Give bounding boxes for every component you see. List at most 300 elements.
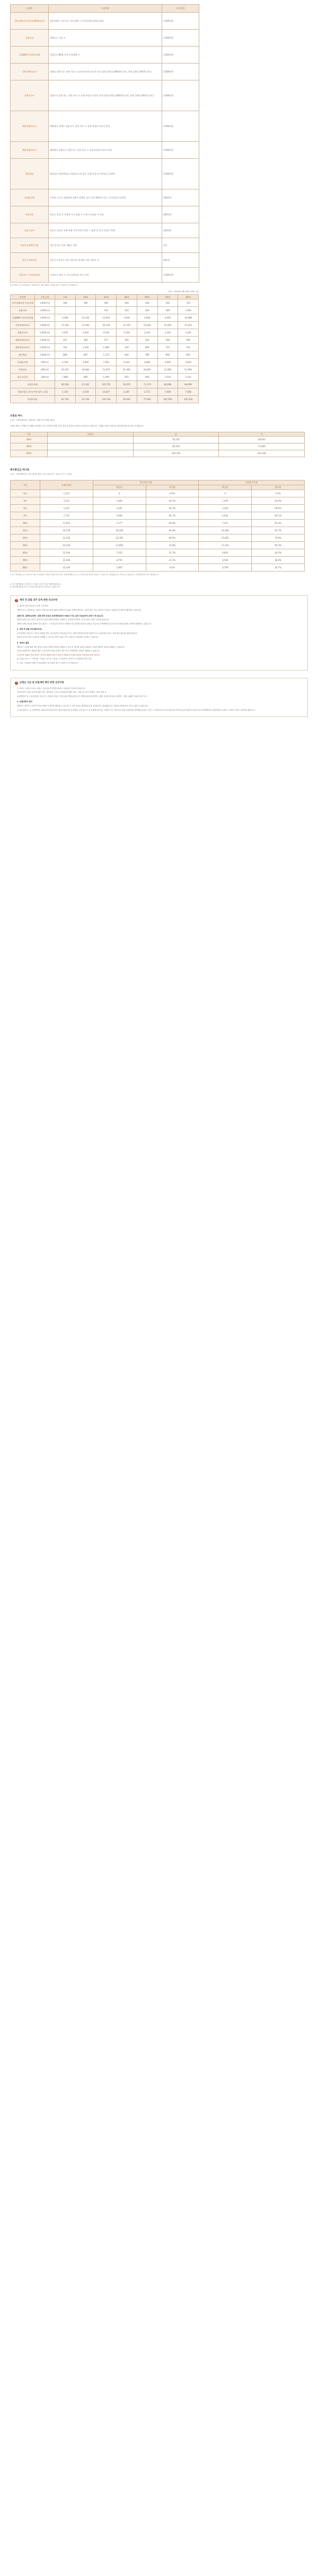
refund-value: 44.5% bbox=[252, 549, 305, 556]
example-value bbox=[48, 450, 134, 457]
notice-item: 1. 회사는 다음의 사유로 보험금 지급사유가 발생한 때에는 보험금을 지급하지 않습니다. bbox=[17, 687, 86, 690]
benefit-amount: 1,000만원 bbox=[162, 47, 199, 64]
premium-value: 450 bbox=[117, 344, 137, 351]
premium-header-row bbox=[11, 295, 199, 300]
refund-value: 13,323 bbox=[199, 541, 252, 549]
premium-value: 15,460 bbox=[75, 322, 96, 329]
premium-value: 630 bbox=[117, 300, 137, 307]
premium-value: 4,680 bbox=[137, 359, 157, 366]
refund-value: 8,540 bbox=[199, 556, 252, 564]
example-row bbox=[11, 450, 305, 457]
premium-value: 540 bbox=[137, 300, 157, 307]
refund-row bbox=[11, 512, 305, 519]
refund-subheader: 환급금 bbox=[93, 485, 146, 489]
example-value: 140,100 bbox=[133, 450, 219, 457]
premium-value: 5,300 bbox=[117, 329, 137, 337]
premium-label: 일반상해의료비 bbox=[11, 322, 35, 329]
premium-amount: 5,000만원 bbox=[35, 329, 55, 337]
premium-value: 1,940 bbox=[117, 314, 137, 322]
example-header-row bbox=[11, 432, 305, 436]
refund-value: 22,104 bbox=[40, 564, 93, 571]
benefit-category: 해외질병의료비 bbox=[11, 142, 49, 159]
premium-row bbox=[11, 351, 199, 359]
refund-value: 22,104 bbox=[40, 534, 93, 541]
benefit-amount: 140만원 bbox=[162, 223, 199, 238]
benefit-category: 배상책임 bbox=[11, 159, 49, 189]
refund-subheader: 환급률 bbox=[146, 485, 199, 489]
premium-value: 4,920 bbox=[157, 359, 178, 366]
premium-value: 1,226 bbox=[75, 344, 96, 351]
premium-value: 4,190 bbox=[55, 359, 76, 366]
example-value bbox=[48, 443, 134, 450]
premium-total-value: 105,750 bbox=[96, 381, 117, 388]
example-value bbox=[48, 437, 134, 443]
refund-value: 0.0% bbox=[146, 489, 199, 497]
notice-item: 계약자는 계약이 소멸하기 전에 언제든지 계약을 해지할 수 있으며, 이 경우 회사는 해지환급금을 지급합니다. 해지환급금은 납입한 보험료보다 적거나 없을 수 있습니다. bbox=[17, 705, 148, 708]
premium-row bbox=[11, 374, 199, 381]
premium-header: 10세 bbox=[75, 295, 96, 300]
premium-value: 13,050 bbox=[96, 314, 117, 322]
premium-value: 180 bbox=[55, 300, 76, 307]
notice-item: 보험계약자 또는 피보험자의 고의 또는 중대한 과실로 인한 손해, 핵연료물질 또는 핵연료물질에 의하여 오염된 물질의 방사성, 폭발성 그 밖의 유해한 특성에 의한 사고 bbox=[17, 695, 147, 697]
notice-title-text: 계약 전 알릴 의무 등에 관한 유의사항 bbox=[20, 599, 58, 602]
premium-label: 특별비용 bbox=[11, 366, 35, 374]
refund-period: 15년 bbox=[11, 527, 40, 534]
refund-period: 20년 bbox=[11, 534, 40, 541]
premium-total-value: 71,379 bbox=[137, 381, 157, 388]
premium-amount: 100만원 bbox=[35, 359, 55, 366]
example-value: 75,000 bbox=[219, 443, 305, 450]
refund-value: 3,259 bbox=[199, 504, 252, 512]
refund-row bbox=[11, 527, 305, 534]
premium-row bbox=[11, 300, 199, 307]
premium-value: 889 bbox=[55, 351, 76, 359]
premium-value: 10,350 bbox=[75, 314, 96, 322]
premium-total-row bbox=[11, 388, 199, 396]
benefit-amount: 5,000만원 bbox=[162, 80, 199, 111]
benefits-row bbox=[11, 223, 199, 238]
example-header: 여 bbox=[219, 432, 305, 436]
premium-amount: 500만원 bbox=[35, 366, 55, 374]
refund-period: 5년 bbox=[11, 504, 40, 512]
benefit-amount: 100만원 bbox=[162, 189, 199, 206]
premium-value: 299 bbox=[157, 337, 178, 344]
premium-row bbox=[11, 307, 199, 314]
premium-label: 해외상해의료비 bbox=[11, 337, 35, 344]
refund-row bbox=[11, 556, 305, 564]
premium-value: 11,550 bbox=[55, 322, 76, 329]
refund-value: 52.8% bbox=[146, 541, 199, 549]
premium-value: 705 bbox=[157, 344, 178, 351]
premium-total-label: 합계보험료 bbox=[11, 396, 55, 403]
refund-period: 60년 bbox=[11, 564, 40, 571]
premium-value: 844 bbox=[117, 351, 137, 359]
refund-group-header-row bbox=[11, 480, 305, 485]
benefits-row bbox=[11, 13, 199, 30]
premium-value: 804 bbox=[157, 351, 178, 359]
refund-period: 1년 bbox=[11, 489, 40, 497]
notice-box-disclosure bbox=[10, 595, 308, 670]
example-label: 40세 bbox=[11, 443, 48, 450]
premium-value: 1,010 bbox=[157, 374, 178, 381]
premium-total-value: 84,669 bbox=[157, 381, 178, 388]
refund-row bbox=[11, 549, 305, 556]
refund-subheader: 환급금 bbox=[199, 485, 252, 489]
premium-header: 30세 bbox=[117, 295, 137, 300]
premium-header: 40세 bbox=[137, 295, 157, 300]
premium-header: 보장명 bbox=[11, 295, 35, 300]
refund-value: 7,177 bbox=[93, 519, 146, 527]
benefit-category: 중대사고 구조송환비용 bbox=[11, 268, 49, 283]
notice-item: 질병사망, 질병후유장해 : 질병 관련 보장은 보험계약일부터 90일이 지난 날의 다음날부터 보장이 개시됩니다. bbox=[17, 614, 104, 617]
refund-value: 1,469 bbox=[93, 497, 146, 504]
section-title: 보험료 예시 bbox=[10, 415, 23, 418]
premium-value: 51,960 bbox=[157, 366, 178, 374]
premium-value: 15,020 bbox=[178, 322, 199, 329]
example-label: 50세 bbox=[11, 450, 48, 457]
benefit-amount: 500만원 bbox=[162, 206, 199, 223]
notice-box-claims bbox=[10, 678, 308, 718]
refund-value: 7,012 bbox=[93, 549, 146, 556]
refund-value: 8.5% bbox=[146, 564, 199, 571]
premium-row bbox=[11, 344, 199, 351]
notice-title bbox=[15, 599, 303, 602]
refund-value: 22,104 bbox=[40, 556, 93, 564]
premium-value: 55,510 bbox=[96, 366, 117, 374]
premium-value: 200 bbox=[137, 337, 157, 344]
premium-value: 15,020 bbox=[157, 322, 178, 329]
premium-value: 50,100 bbox=[55, 366, 76, 374]
refund-value: 6,796 bbox=[199, 564, 252, 571]
refund-value: 10,390 bbox=[199, 527, 252, 534]
benefit-amount: 20만원 bbox=[162, 253, 199, 268]
premium-total-value: 80,548 bbox=[55, 381, 76, 388]
example-value: 50,150 bbox=[133, 437, 219, 443]
premium-value: 14,020 bbox=[137, 322, 157, 329]
refund-value: 1,474 bbox=[199, 497, 252, 504]
notice-item: 5. 기타 : 보험계약 체결 전 상품설명서 및 약관을 반드시 읽어보시기 바랍니다. bbox=[17, 662, 78, 665]
refund-row bbox=[11, 541, 305, 549]
refund-header: 구분 bbox=[11, 480, 40, 489]
benefit-category: 여권분실재발급비용 bbox=[11, 238, 49, 253]
premium-value: 2,670 bbox=[55, 329, 76, 337]
benefit-amount: 1,000만원 bbox=[162, 268, 199, 283]
premium-total-label: 적립보험료 (자동이체 할인 포함) bbox=[11, 388, 55, 396]
refund-value: 44.4% bbox=[252, 497, 305, 504]
example-row bbox=[11, 443, 305, 450]
premium-header: 가입금액 bbox=[35, 295, 55, 300]
benefit-description: 항공기가 4시간 이상 지연되어 발생한 식비·숙박비 등 bbox=[49, 253, 162, 268]
benefits-header-row bbox=[11, 5, 199, 13]
premium-amount: 3,000만원 bbox=[35, 351, 55, 359]
refund-value: 58.7% bbox=[146, 504, 199, 512]
benefit-category: 질병사망 bbox=[11, 30, 49, 47]
refund-header: 납입보험료 bbox=[40, 480, 93, 489]
benefit-category: 휴대품손해 bbox=[11, 189, 49, 206]
benefit-description: 항공기 납치로 인해 예정 목적지에 도착할 수 없게 된 경우 1일당 7만원 bbox=[49, 223, 162, 238]
benefit-description: 질병으로 80% 이상 후유장해 시 bbox=[49, 47, 162, 64]
premium-value: 4,950 bbox=[157, 314, 178, 322]
benefit-description: 항공기 납치 등 특별한 사고 발생 시 수색·구조비용 등 보상 bbox=[49, 206, 162, 223]
premium-row bbox=[11, 322, 199, 329]
premium-value: 1,213 bbox=[96, 351, 117, 359]
benefit-amount: 1,000만원 bbox=[162, 13, 199, 30]
refund-value: 9,833 bbox=[199, 549, 252, 556]
premium-row bbox=[11, 366, 199, 374]
benefit-description: 일반상해로 사망 또는 후유장해 시 (가입금액×장해지급률) bbox=[49, 13, 162, 30]
benefits-row bbox=[11, 64, 199, 80]
premium-value: 1,468 bbox=[96, 344, 117, 351]
alert-icon: ! bbox=[15, 599, 18, 602]
refund-row bbox=[11, 519, 305, 527]
section-paragraph: 보험료 예시는 여행기간 1개월, 피보험자 1인 기준이며 성별, 연령, 직업 등에 따라 보험료는 달라질 수 있습니다. 자세한 사항은 약관 및 상품설명서를 참고하시기 바랍니다. bbox=[10, 425, 144, 428]
benefit-amount: 5,000만원 bbox=[162, 64, 199, 80]
premium-value: 1,260 bbox=[178, 307, 199, 314]
premium-value: 40,800 bbox=[137, 366, 157, 374]
premium-amount: 5,000만원 bbox=[35, 337, 55, 344]
premium-value: 950 bbox=[117, 374, 137, 381]
premium-value: 2,450 bbox=[137, 329, 157, 337]
premium-value: 1,010 bbox=[178, 374, 199, 381]
benefits-row bbox=[11, 159, 199, 189]
refund-value: 11,052 bbox=[40, 519, 93, 527]
refund-subheader: 환급률 bbox=[252, 485, 305, 489]
premium-value: 7,050 bbox=[96, 359, 117, 366]
section-refund bbox=[10, 469, 313, 476]
example-value: 60,100 bbox=[133, 443, 219, 450]
premium-total-row bbox=[11, 396, 199, 403]
refund-value: 60.3% bbox=[252, 541, 305, 549]
benefit-category: 특별비용 bbox=[11, 206, 49, 223]
premium-label: 일반상해사망·후유장해 bbox=[11, 300, 35, 307]
premium-value: 31,460 bbox=[117, 366, 137, 374]
premium-value: 3,390 bbox=[55, 314, 76, 322]
benefits-row bbox=[11, 142, 199, 159]
refund-value: 61.9% bbox=[146, 527, 199, 534]
refund-row bbox=[11, 489, 305, 497]
refund-value: 5,006 bbox=[93, 512, 146, 519]
premium-value: 687 bbox=[75, 351, 96, 359]
benefit-description: 여권 분실로 인한 재발급 비용 bbox=[49, 238, 162, 253]
refund-header: 현재공시이율 bbox=[199, 480, 305, 485]
refund-period: 50년 bbox=[11, 556, 40, 564]
notice-item: 2. 계약 후 알릴 의무(통지의무) bbox=[17, 628, 42, 631]
notice-item: 계약전 알릴 의무를 위반한 경우 회사는 그 사실을 안 날부터 1개월 이내, 보장개시일부터 보험금 지급사유가 발생하지 않고 2년이 지났을 때에는 계약을 해지할 수 없습니다. bbox=[17, 622, 152, 625]
alert-icon: ! bbox=[15, 682, 18, 685]
refund-value: 64.9% bbox=[146, 519, 199, 527]
premium-value: 366 bbox=[75, 337, 96, 344]
notice-item: 2. 보험계약의 해지 bbox=[17, 701, 32, 703]
benefit-description: 법률상의 배상책임을 부담함으로써 입은 손해 보상 (자기부담금 1만원) bbox=[49, 159, 162, 189]
refund-value: 22,104 bbox=[40, 549, 93, 556]
premium-value: - bbox=[55, 307, 76, 314]
notice-item: 4. 보험금 청구 시 구비서류 : 보험금 청구서, 신분증, 사고증명서, 진단서 등 약관에서 정한 서류 bbox=[17, 658, 92, 660]
premium-total-value: 75,000 bbox=[137, 396, 157, 403]
notice-item: 3. 청약의 철회 bbox=[17, 642, 29, 645]
refund-value: 1,153 bbox=[40, 489, 93, 497]
refund-value: 62.7% bbox=[252, 527, 305, 534]
premium-value: 600 bbox=[137, 344, 157, 351]
benefits-header: 보장명 bbox=[11, 5, 49, 13]
premium-value: 51,960 bbox=[178, 366, 199, 374]
benefit-description: 상해로 입원 또는 통원 치료 시 실제 부담한 의료비 보상 (입원 최대 5,000만원 한도, 통원 1회당 30만원 한도) bbox=[49, 64, 162, 80]
premium-value: 3,320 bbox=[157, 329, 178, 337]
refund-value: 0 bbox=[93, 489, 146, 497]
premium-total-row bbox=[11, 381, 199, 388]
notice-item: 계약전 알릴 의무 사항은 청약서상 질문사항에 한하며, 설계사 등 모집종사자에게 구두로 알린 사항은 효력이 없습니다. bbox=[17, 619, 110, 621]
refund-period: 30년 bbox=[11, 541, 40, 549]
benefits-header: 보상금액 bbox=[162, 5, 199, 13]
benefit-description: 해외에서 질병으로 입원 또는 통원 치료 시 실제 부담한 의료비 보상 bbox=[49, 142, 162, 159]
premium-header: 50세 bbox=[157, 295, 178, 300]
refund-value: 7,735 bbox=[40, 512, 93, 519]
refund-table bbox=[10, 480, 305, 572]
premium-value: 150 bbox=[96, 307, 117, 314]
notice-title bbox=[15, 682, 303, 685]
refund-value: 5,034 bbox=[199, 512, 252, 519]
refund-value: 7,227 bbox=[199, 519, 252, 527]
refund-value: 0 bbox=[199, 489, 252, 497]
benefits-row bbox=[11, 189, 199, 206]
benefit-amount: 5,000만원 bbox=[162, 111, 199, 142]
benefits-row bbox=[11, 80, 199, 111]
example-header: 보험료 bbox=[48, 432, 134, 436]
premium-value: 150 bbox=[117, 307, 137, 314]
premium-total-value: 7,608 bbox=[157, 388, 178, 396]
section-premium-example bbox=[10, 415, 313, 422]
premium-value: 705 bbox=[178, 344, 199, 351]
premium-total-value: 7,608 bbox=[178, 388, 199, 396]
benefit-amount: 3,000만원 bbox=[162, 159, 199, 189]
refund-value: 0.0% bbox=[252, 489, 305, 497]
premium-label: 휴대품손해 bbox=[11, 359, 35, 366]
premium-value: 180 bbox=[117, 337, 137, 344]
premium-value: 2,980 bbox=[137, 314, 157, 322]
benefits-note: ※ 보상한도 및 자기부담금, 면책사항 등 세부 내용은 약관을 반드시 확인하시기 바랍니다. bbox=[10, 284, 78, 286]
benefit-description: 우연한 사고로 휴대품에 손해가 발생한 경우 (1개 20만원 한도, 자기부담금 1만원) bbox=[49, 189, 162, 206]
premium-total-value: 2,154 bbox=[55, 388, 76, 396]
refund-value: 14,785 bbox=[93, 534, 146, 541]
refund-value: 3,245 bbox=[93, 504, 146, 512]
refund-period: 40년 bbox=[11, 549, 40, 556]
premium-total-value: 54,070 bbox=[117, 381, 137, 388]
refund-value: 58.9% bbox=[252, 504, 305, 512]
premium-value: 477 bbox=[96, 337, 117, 344]
example-label: 30세 bbox=[11, 437, 48, 443]
benefits-row bbox=[11, 268, 199, 283]
section-subtitle: (기준 : 일반상해사망, 질병사망, 여행기간 1개월, 월납) bbox=[10, 419, 55, 422]
premium-amount: 5,000만원 bbox=[35, 344, 55, 351]
refund-value: 16,578 bbox=[40, 527, 93, 534]
premium-total-value: 4,559 bbox=[75, 388, 96, 396]
premium-row bbox=[11, 359, 199, 366]
premium-value: 804 bbox=[178, 351, 199, 359]
premium-total-value: 10,067 bbox=[96, 388, 117, 396]
premium-value: 10,680 bbox=[178, 314, 199, 322]
premium-value: 2,650 bbox=[75, 329, 96, 337]
premium-header: 20세 bbox=[96, 295, 117, 300]
premium-label: 질병80%이상후유장해 bbox=[11, 314, 35, 322]
premium-header: 60세 bbox=[178, 295, 199, 300]
premium-value: 630 bbox=[96, 300, 117, 307]
premium-value: 6,320 bbox=[117, 359, 137, 366]
premium-value: 1,090 bbox=[96, 374, 117, 381]
premium-label: 배상책임 bbox=[11, 351, 35, 359]
premium-value: 20,160 bbox=[96, 322, 117, 329]
example-header: 남 bbox=[133, 432, 219, 436]
premium-value: 540 bbox=[157, 300, 178, 307]
refund-value: 1,867 bbox=[93, 564, 146, 571]
refund-value: 22,104 bbox=[40, 541, 93, 549]
premium-value: - bbox=[75, 307, 96, 314]
premium-value: 240 bbox=[137, 307, 157, 314]
notice-item: 1. 계약전 알릴 의무(중요사항 고지의무) bbox=[17, 605, 49, 607]
premium-value: 7,880 bbox=[55, 374, 76, 381]
premium-value: 789 bbox=[137, 351, 157, 359]
premium-amount: 5,000만원 bbox=[35, 322, 55, 329]
premium-total-value: 84,669 bbox=[178, 381, 199, 388]
benefit-description: 중대사고 발생 시 구조·송환비용 실손 보상 bbox=[49, 268, 162, 283]
notice-item: ※ 청약을 철회한 경우 회사는 청약의 철회를 접수한 날부터 3영업일 이내에 납입한 보험료를 돌려드립니다. bbox=[17, 654, 101, 656]
refund-value: 31.7% bbox=[146, 549, 199, 556]
premium-amount: 1,000만원 bbox=[35, 307, 55, 314]
benefits-row bbox=[11, 238, 199, 253]
refund-value: 30.7% bbox=[252, 564, 305, 571]
premium-value: 4,920 bbox=[178, 359, 199, 366]
notice-item: 피보험자의 직업 또는 직무가 변경된 경우, 피보험자가 이륜자동차 또는 원동기장치자전거를 계속적으로 사용하게 된 경우 지체 없이 회사에 알려야 합니다. bbox=[17, 632, 138, 634]
benefits-table bbox=[10, 4, 199, 283]
notice-item: 위험이 증가된 경우 보험료가 증액될 수 있으며, 알리지 않은 경우 보험금이 삭감되어 지급될 수 있습니다. bbox=[17, 636, 99, 639]
premium-table bbox=[10, 294, 199, 403]
premium-row bbox=[11, 337, 199, 344]
benefit-category: 질병의료비 bbox=[11, 80, 49, 111]
premium-value: 299 bbox=[178, 337, 199, 344]
example-row bbox=[11, 437, 305, 443]
premium-header: 1세 bbox=[55, 295, 76, 300]
premium-total-label: 보험료합계 bbox=[11, 381, 55, 388]
notice-item: 계약자는 보험증권을 받은 날부터 15일 이내에 청약을 철회할 수 있으며, 청약한 날부터 30일이 초과된 계약은 청약을 철회할 수 없습니다. bbox=[17, 646, 125, 648]
benefit-description: 해외에서 상해로 입원 또는 통원 치료 시 실제 부담한 의료비 보상 bbox=[49, 111, 162, 142]
refund-period: 3년 bbox=[11, 497, 40, 504]
bullet-note: ※ 상기 해지환급금 예시표는 보험료 산출 기준을 적용하였습니다. bbox=[10, 583, 61, 586]
notice-item: 계약자 또는 피보험자는 청약시 청약서의 질문사항에 대하여 사실대로 알려야 합니다. 그렇지 않은 경우 보험금의 지급이 거절되거나 계약이 해지될 수 있습니다. bbox=[17, 609, 142, 611]
refund-value: 64.7% bbox=[146, 512, 199, 519]
premium-label: 질병의료비 bbox=[11, 329, 35, 337]
premium-value: 11,520 bbox=[117, 322, 137, 329]
section-title: 해지환급금 예시표 bbox=[10, 469, 30, 472]
benefits-row bbox=[11, 111, 199, 142]
benefits-row bbox=[11, 30, 199, 47]
premium-total-value: 2,721 bbox=[137, 388, 157, 396]
premium-total-value: 1,007 bbox=[117, 388, 137, 396]
premium-total-value: 82,700 bbox=[55, 396, 76, 403]
refund-value: 10,268 bbox=[93, 527, 146, 534]
premium-row bbox=[11, 329, 199, 337]
premium-value: 750 bbox=[55, 344, 76, 351]
benefits-row bbox=[11, 47, 199, 64]
benefits-header: 보장내용 bbox=[49, 5, 162, 13]
refund-period: 7년 bbox=[11, 512, 40, 519]
refund-period: 10년 bbox=[11, 519, 40, 527]
section-subtitle: (기준 : 일반상해사망, 남자 40세, 월납, 1일 / 납입기간 : 20년, 만기 : 20년) bbox=[10, 473, 72, 476]
refund-value: 11,669 bbox=[93, 541, 146, 549]
refund-value: 4,765 bbox=[93, 556, 146, 564]
benefit-amount: 1,000만원 bbox=[162, 30, 199, 47]
premium-amount: 140만원 bbox=[35, 374, 55, 381]
refund-value: 38.6% bbox=[252, 556, 305, 564]
refund-value: 65.1% bbox=[252, 512, 305, 519]
benefits-row bbox=[11, 253, 199, 268]
